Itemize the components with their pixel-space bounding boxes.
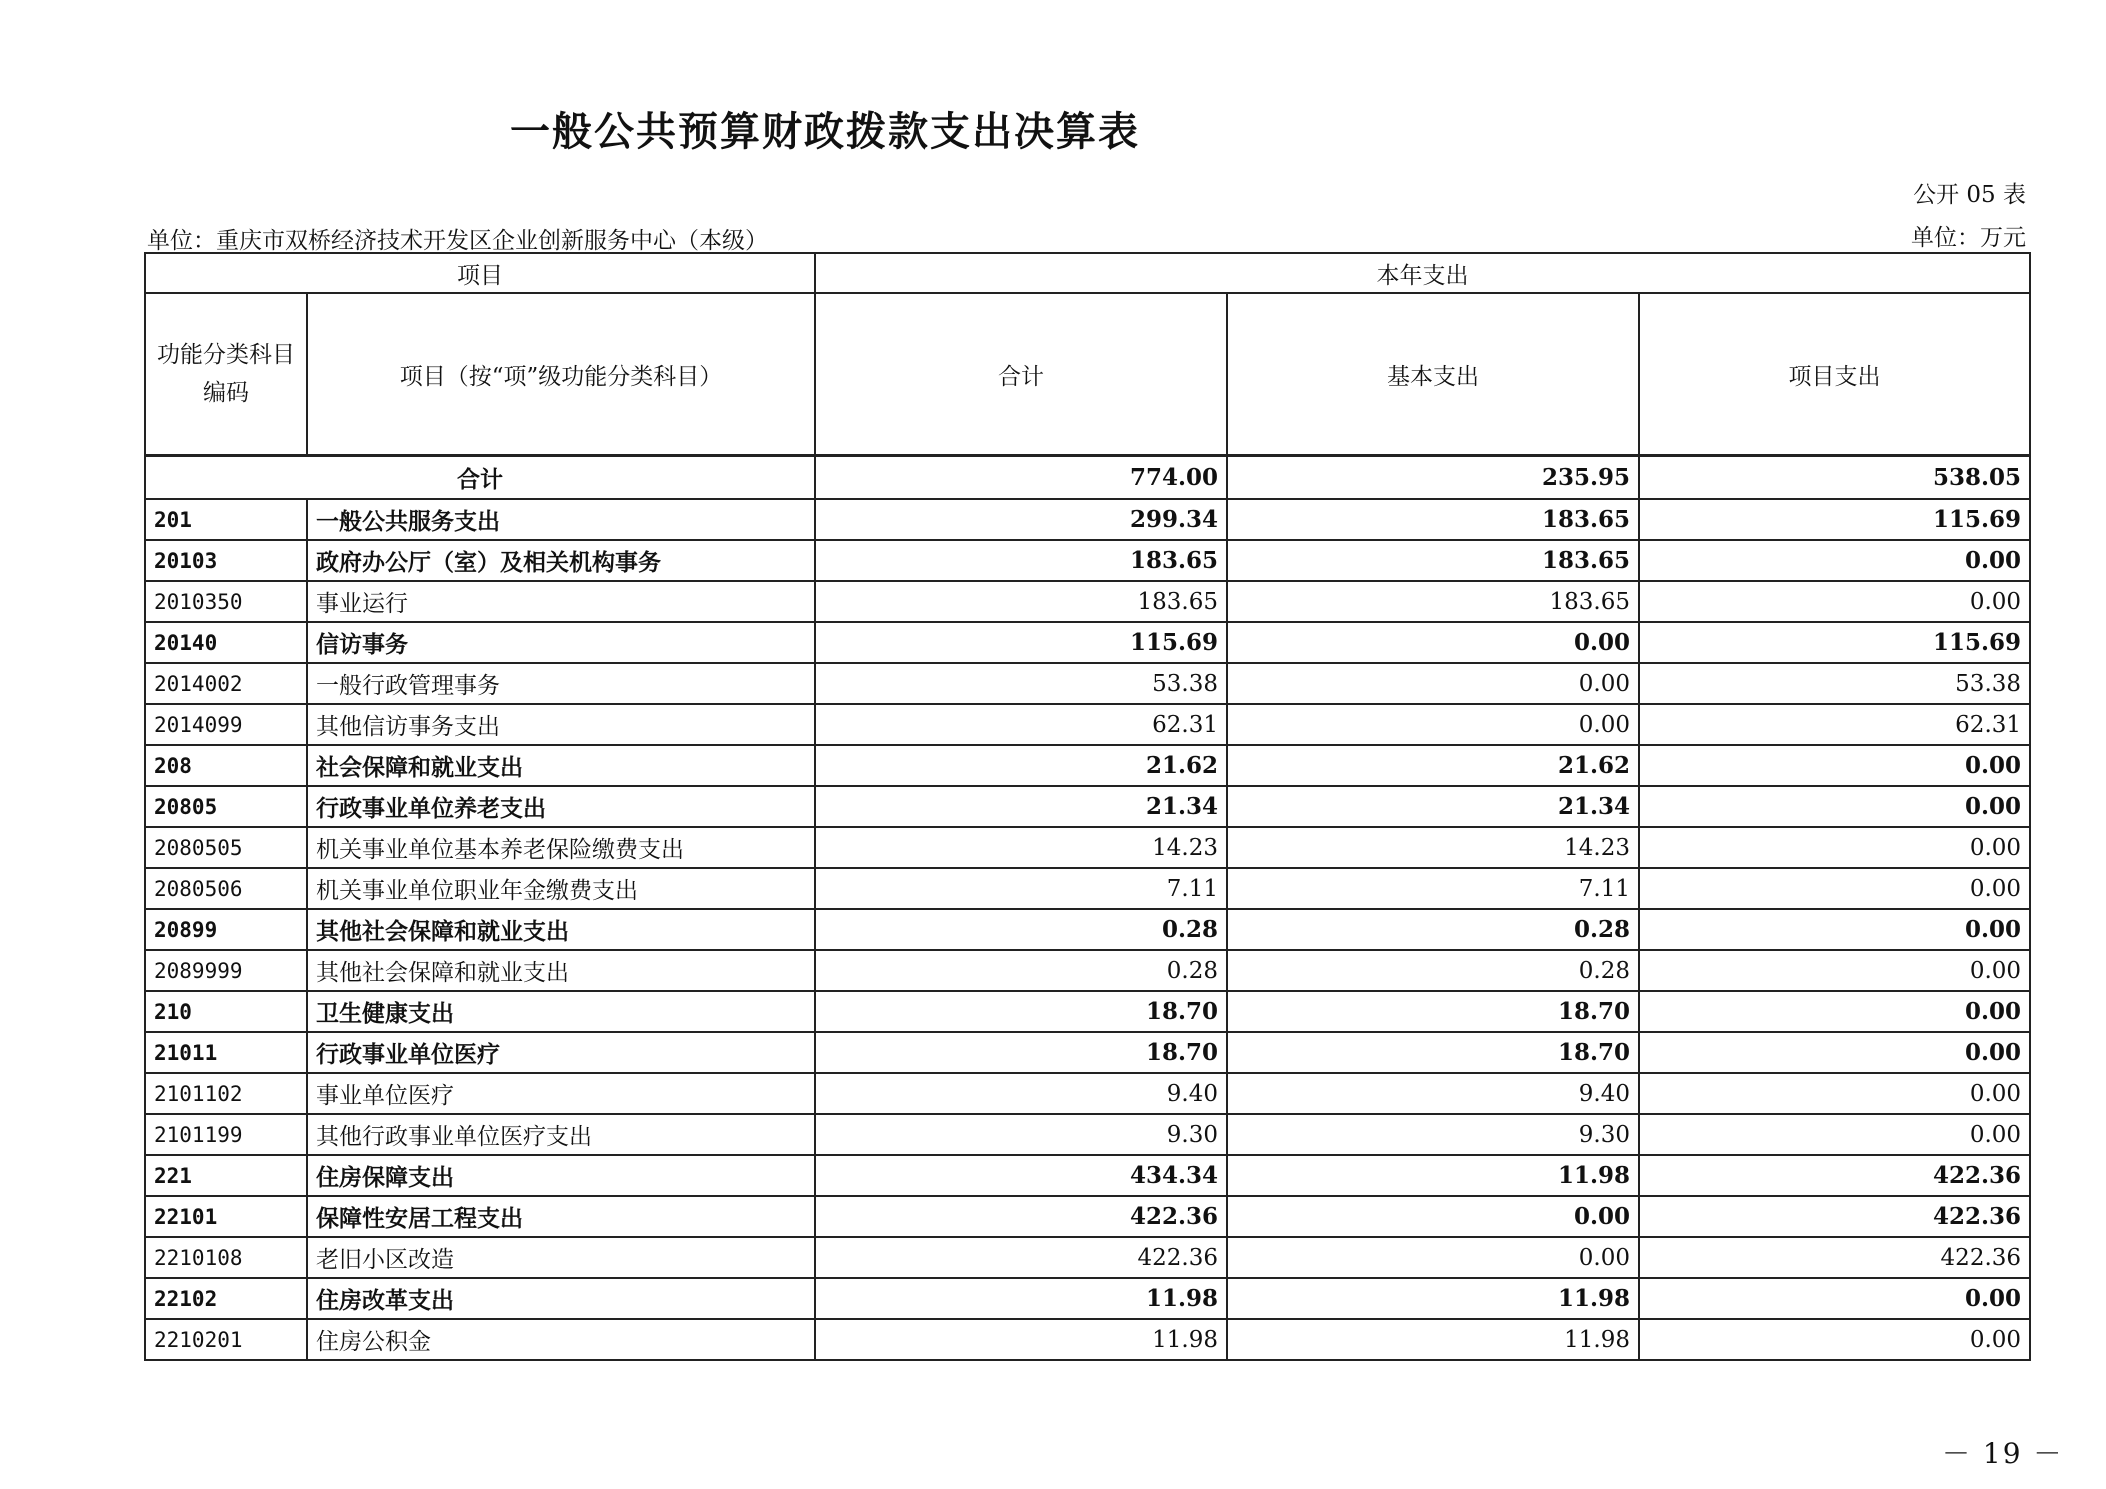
row-basic: 0.00: [1227, 1237, 1639, 1278]
row-project: 0.00: [1639, 950, 2030, 991]
row-name: 信访事务: [307, 622, 815, 663]
row-name: 行政事业单位养老支出: [307, 786, 815, 827]
row-project: 422.36: [1639, 1237, 2030, 1278]
row-project: 0.00: [1639, 540, 2030, 581]
row-basic: 183.65: [1227, 581, 1639, 622]
row-name: 一般行政管理事务: [307, 663, 815, 704]
header-project: 项目: [145, 253, 815, 293]
row-project: 0.00: [1639, 581, 2030, 622]
row-total: 21.34: [815, 786, 1227, 827]
form-code: 公开 05 表: [1913, 182, 2026, 208]
row-total: 7.11: [815, 868, 1227, 909]
row-name: 住房公积金: [307, 1319, 815, 1360]
row-basic: 11.98: [1227, 1319, 1639, 1360]
row-total: 183.65: [815, 581, 1227, 622]
table-row: [145, 1032, 2030, 1073]
row-code: 221: [145, 1155, 307, 1196]
row-project: 422.36: [1639, 1196, 2030, 1237]
row-basic: 11.98: [1227, 1278, 1639, 1319]
header-row-1: [145, 253, 2030, 293]
table-row: [145, 950, 2030, 991]
row-project: 0.00: [1639, 1278, 2030, 1319]
total-label: 合计: [145, 456, 815, 500]
row-name: 保障性安居工程支出: [307, 1196, 815, 1237]
row-name: 其他社会保障和就业支出: [307, 950, 815, 991]
row-project: 0.00: [1639, 745, 2030, 786]
row-code: 2010350: [145, 581, 307, 622]
row-code: 22102: [145, 1278, 307, 1319]
row-project: 62.31: [1639, 704, 2030, 745]
row-code: 2101102: [145, 1073, 307, 1114]
total-amount: 774.00: [815, 456, 1227, 500]
row-name: 行政事业单位医疗: [307, 1032, 815, 1073]
row-code: 20140: [145, 622, 307, 663]
row-total: 53.38: [815, 663, 1227, 704]
table-row: [145, 827, 2030, 868]
row-basic: 14.23: [1227, 827, 1639, 868]
header-row-2: [145, 293, 2030, 456]
row-basic: 9.40: [1227, 1073, 1639, 1114]
row-code: 208: [145, 745, 307, 786]
row-code: 2014099: [145, 704, 307, 745]
row-total: 62.31: [815, 704, 1227, 745]
row-basic: 0.00: [1227, 704, 1639, 745]
row-project: 0.00: [1639, 909, 2030, 950]
row-total: 0.28: [815, 909, 1227, 950]
table-row: [145, 786, 2030, 827]
header-total: 合计: [815, 293, 1227, 456]
total-basic: 235.95: [1227, 456, 1639, 500]
row-basic: 183.65: [1227, 499, 1639, 540]
table-row: [145, 704, 2030, 745]
row-code: 2210201: [145, 1319, 307, 1360]
row-total: 422.36: [815, 1237, 1227, 1278]
page-title: 一般公共预算财政拨款支出决算表: [510, 109, 1140, 155]
row-total: 9.30: [815, 1114, 1227, 1155]
header-basic: 基本支出: [1227, 293, 1639, 456]
table-row: [145, 499, 2030, 540]
row-basic: 0.00: [1227, 622, 1639, 663]
row-total: 11.98: [815, 1319, 1227, 1360]
row-code: 2080506: [145, 868, 307, 909]
row-project: 0.00: [1639, 786, 2030, 827]
row-project: 0.00: [1639, 991, 2030, 1032]
row-code: 21011: [145, 1032, 307, 1073]
row-project: 0.00: [1639, 1032, 2030, 1073]
table-row: [145, 1278, 2030, 1319]
row-total: 18.70: [815, 991, 1227, 1032]
table-row: [145, 868, 2030, 909]
row-basic: 11.98: [1227, 1155, 1639, 1196]
row-basic: 21.62: [1227, 745, 1639, 786]
table-row: [145, 1114, 2030, 1155]
row-name: 机关事业单位职业年金缴费支出: [307, 868, 815, 909]
table-row: [145, 540, 2030, 581]
row-total: 422.36: [815, 1196, 1227, 1237]
row-code: 201: [145, 499, 307, 540]
row-code: 20805: [145, 786, 307, 827]
table-row: [145, 1155, 2030, 1196]
row-name: 其他社会保障和就业支出: [307, 909, 815, 950]
row-total: 18.70: [815, 1032, 1227, 1073]
table-row: [145, 991, 2030, 1032]
row-total: 0.28: [815, 950, 1227, 991]
table-row: [145, 663, 2030, 704]
row-name: 机关事业单位基本养老保险缴费支出: [307, 827, 815, 868]
row-code: 2101199: [145, 1114, 307, 1155]
row-basic: 0.00: [1227, 663, 1639, 704]
table-row: [145, 622, 2030, 663]
table-row: [145, 1237, 2030, 1278]
table-row: [145, 1073, 2030, 1114]
row-name: 政府办公厅（室）及相关机构事务: [307, 540, 815, 581]
row-project: 115.69: [1639, 499, 2030, 540]
expenditure-table: [144, 252, 2031, 1361]
row-name: 住房保障支出: [307, 1155, 815, 1196]
row-basic: 21.34: [1227, 786, 1639, 827]
organization-label: 单位：重庆市双桥经济技术开发区企业创新服务中心（本级）: [147, 228, 768, 254]
row-basic: 0.28: [1227, 909, 1639, 950]
row-total: 14.23: [815, 827, 1227, 868]
page-number: － 19 －: [1942, 1437, 2064, 1470]
row-project: 0.00: [1639, 1114, 2030, 1155]
row-basic: 0.28: [1227, 950, 1639, 991]
table-row: [145, 1196, 2030, 1237]
row-basic: 7.11: [1227, 868, 1639, 909]
row-project: 0.00: [1639, 1319, 2030, 1360]
table-row: [145, 909, 2030, 950]
table-row: [145, 581, 2030, 622]
row-total: 183.65: [815, 540, 1227, 581]
total-row: [145, 456, 2030, 500]
row-code: 210: [145, 991, 307, 1032]
row-project: 422.36: [1639, 1155, 2030, 1196]
row-code: 2014002: [145, 663, 307, 704]
row-code: 20103: [145, 540, 307, 581]
currency-unit-label: 单位：万元: [1911, 225, 2026, 251]
row-total: 299.34: [815, 499, 1227, 540]
row-basic: 0.00: [1227, 1196, 1639, 1237]
row-name: 其他信访事务支出: [307, 704, 815, 745]
row-name: 住房改革支出: [307, 1278, 815, 1319]
row-code: 2089999: [145, 950, 307, 991]
row-total: 11.98: [815, 1278, 1227, 1319]
row-code: 20899: [145, 909, 307, 950]
row-total: 21.62: [815, 745, 1227, 786]
row-project: 0.00: [1639, 827, 2030, 868]
row-basic: 9.30: [1227, 1114, 1639, 1155]
header-code: 功能分类科目编码: [145, 293, 307, 456]
row-total: 115.69: [815, 622, 1227, 663]
header-current-year-expense: 本年支出: [815, 253, 2030, 293]
row-basic: 18.70: [1227, 991, 1639, 1032]
row-code: 2210108: [145, 1237, 307, 1278]
row-code: 2080505: [145, 827, 307, 868]
row-total: 9.40: [815, 1073, 1227, 1114]
row-project: 0.00: [1639, 868, 2030, 909]
total-project: 538.05: [1639, 456, 2030, 500]
row-name: 卫生健康支出: [307, 991, 815, 1032]
row-name: 其他行政事业单位医疗支出: [307, 1114, 815, 1155]
row-name: 事业单位医疗: [307, 1073, 815, 1114]
row-basic: 18.70: [1227, 1032, 1639, 1073]
row-total: 434.34: [815, 1155, 1227, 1196]
row-name: 事业运行: [307, 581, 815, 622]
row-project: 115.69: [1639, 622, 2030, 663]
header-project-expense: 项目支出: [1639, 293, 2030, 456]
row-project: 53.38: [1639, 663, 2030, 704]
row-name: 老旧小区改造: [307, 1237, 815, 1278]
header-name: 项目（按“项”级功能分类科目）: [307, 293, 815, 456]
row-name: 一般公共服务支出: [307, 499, 815, 540]
table-row: [145, 1319, 2030, 1360]
row-project: 0.00: [1639, 1073, 2030, 1114]
table-row: [145, 745, 2030, 786]
row-code: 22101: [145, 1196, 307, 1237]
row-name: 社会保障和就业支出: [307, 745, 815, 786]
row-basic: 183.65: [1227, 540, 1639, 581]
